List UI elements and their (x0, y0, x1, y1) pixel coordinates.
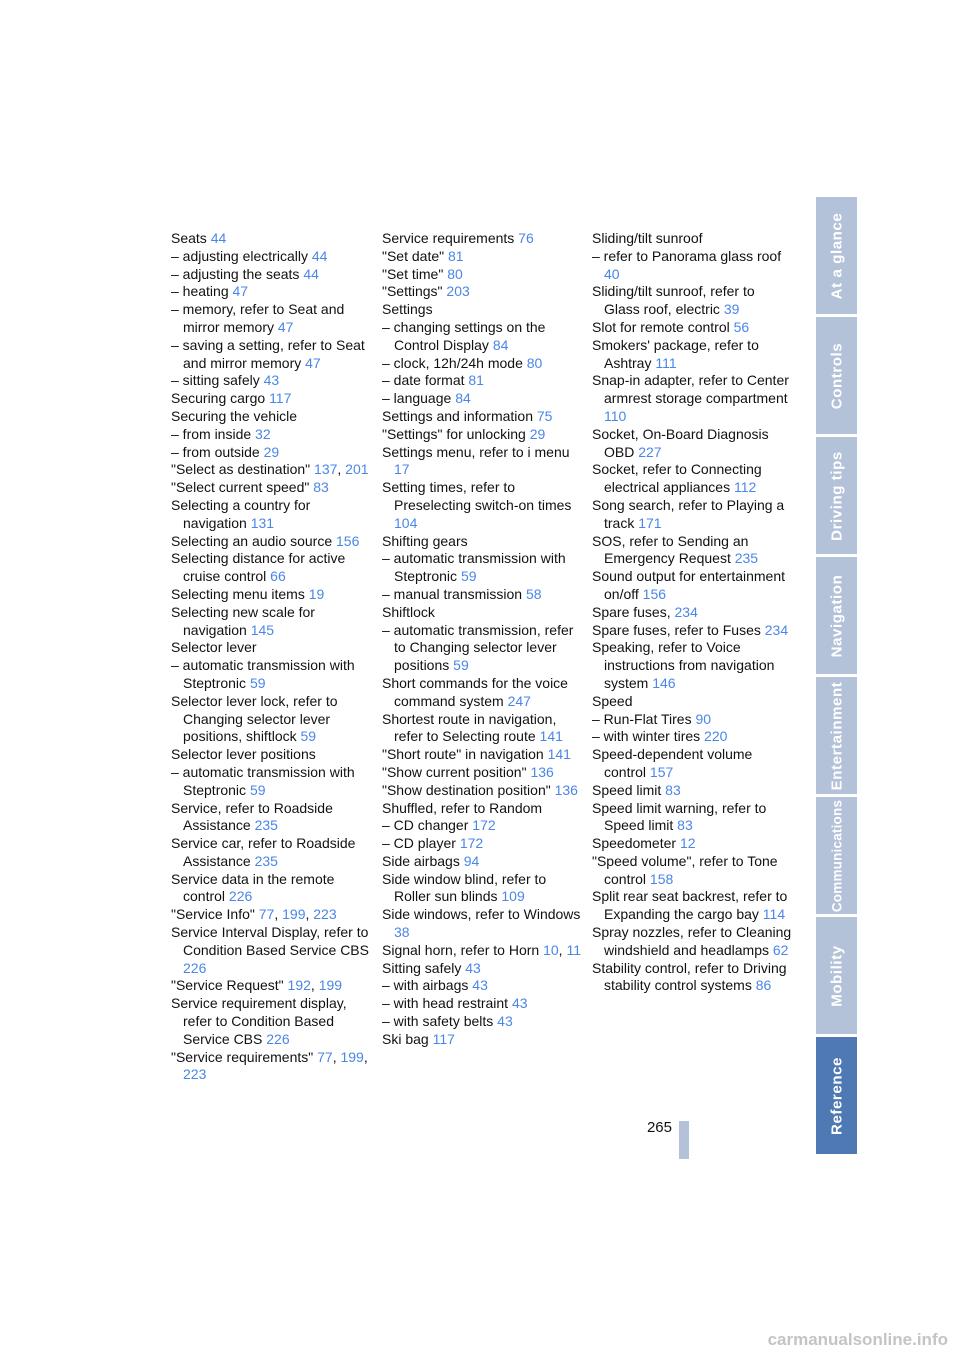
index-term: Selector lever lock, refer to Changing selector lever positions, shiftlock (171, 692, 338, 745)
index-term: – sitting safely (171, 372, 260, 389)
page-reference-link[interactable]: 234 (674, 603, 698, 620)
page-reference-link[interactable]: 203 (446, 283, 470, 300)
tab-entertainment[interactable]: Entertainment (816, 677, 857, 794)
index-term: – automatic transmission with Steptronic (382, 550, 566, 585)
index-term: "Set date" (382, 247, 445, 264)
index-entry (171, 390, 371, 408)
index-term: Securing cargo (171, 390, 266, 407)
index-entry (382, 426, 582, 444)
page-reference-link[interactable]: 83 (313, 479, 329, 496)
index-term: Selecting an audio source (171, 532, 333, 549)
page-reference-link[interactable]: 80 (447, 265, 463, 282)
index-entry (382, 390, 582, 408)
index-entry: Signal horn, refer to Horn 10, 11 (382, 941, 581, 958)
index-term: Signal horn, refer to Horn (382, 941, 540, 958)
page-reference-link[interactable]: 59 (460, 568, 477, 585)
watermark: carmanualsonline.info (767, 1330, 948, 1349)
index-term: – clock, 12h/24h mode (382, 354, 523, 371)
index-term: "Speed volume", refer to Tone control (592, 852, 778, 887)
index-term: – automatic transmission with Steptronic (171, 657, 355, 691)
index-entry (171, 764, 371, 800)
index-term: Selecting distance for active cruise control (171, 550, 346, 585)
index-term: – with head restraint (382, 995, 509, 1012)
index-entry (382, 960, 582, 978)
tab-communications[interactable]: Communications (816, 797, 857, 914)
index-term: – CD player (382, 835, 456, 852)
index-term: Shortest route in navigation, refer to Selecting route (382, 710, 557, 745)
page-reference-link[interactable]: 158 (649, 870, 674, 887)
page-reference-link[interactable]: 43 (472, 977, 488, 994)
index-term: Selector lever (171, 639, 257, 656)
index-entry (382, 764, 582, 782)
index-entry (592, 853, 792, 889)
index-term: "Service Request" (171, 977, 284, 994)
index-entry (592, 372, 792, 425)
page-reference-link[interactable]: 19 (308, 585, 325, 602)
page-reference-link[interactable]: 94 (463, 852, 480, 869)
index-entry (382, 782, 582, 800)
index-entry (382, 372, 582, 390)
page-reference-link[interactable]: 83 (677, 817, 693, 834)
index-term: – CD changer (382, 817, 469, 834)
index-entry (382, 408, 582, 426)
index-entry (171, 995, 371, 1048)
index-entry (382, 266, 582, 284)
page-reference-link[interactable]: 199 (282, 906, 306, 923)
index-term: – memory, refer to Seat and mirror memory (171, 301, 345, 335)
index-entry (592, 622, 792, 640)
index-term: – heating (171, 283, 229, 300)
page-reference-link[interactable]: 47 (277, 318, 294, 335)
index-column-1 (171, 230, 371, 1084)
index-entry (592, 533, 792, 569)
index-term: Spray nozzles, refer to Cleaning windshield and headlamps (592, 924, 792, 958)
index-term: Split rear seat backrest, refer to Expanding the cargo bay (592, 888, 788, 923)
index-entry (171, 871, 371, 907)
page-reference-link[interactable]: 112 (733, 479, 757, 496)
index-entry (592, 337, 792, 373)
page-reference-link[interactable]: 223 (183, 1066, 207, 1083)
index-term: Speaking, refer to Voice instructions from navigation system (592, 639, 775, 691)
index-entry: "Service Request" 192, 199 (171, 977, 343, 994)
index-term: Song search, refer to Playing a track (592, 496, 785, 531)
index-entry (171, 800, 371, 836)
index-term: Service car, refer to Roadside Assistance (171, 835, 356, 869)
tab-mobility[interactable]: Mobility (816, 917, 857, 1034)
page-reference-link[interactable]: 44 (210, 230, 227, 246)
index-entry (382, 230, 582, 248)
index-term: Service Interval Display, refer to Condition Based Service CBS (171, 924, 369, 958)
index-term: Short commands for the voice command system (382, 674, 568, 709)
page-reference-link[interactable]: 227 (638, 443, 662, 460)
page-reference-link[interactable]: 43 (263, 372, 280, 389)
index-entry (171, 248, 371, 266)
index-entry (382, 746, 582, 764)
page-reference-link[interactable]: 43 (497, 1013, 513, 1030)
index-entry (382, 355, 582, 373)
index-term: Setting times, refer to Preselecting switch-on times (382, 479, 572, 513)
index-term: "Show current position" (382, 763, 527, 780)
page-reference-link[interactable]: 131 (250, 514, 275, 531)
index-term: "Select as destination" (171, 461, 311, 478)
index-entry (382, 711, 582, 747)
index-entry: "Select as destination" 137, 201 (171, 461, 369, 478)
index-entry (171, 283, 371, 301)
index-term: – changing settings on the Control Display (382, 318, 546, 353)
page-reference-link[interactable]: 77 (258, 906, 275, 923)
page-reference-link[interactable]: 172 (459, 835, 484, 852)
index-entry (171, 746, 371, 764)
tab-reference[interactable]: Reference (816, 1037, 857, 1154)
page-reference-link[interactable]: 136 (530, 763, 554, 780)
index-entry (592, 924, 792, 960)
page-reference-link[interactable]: 137 (314, 461, 338, 478)
page-reference-link[interactable]: 201 (345, 461, 369, 478)
page-reference-link[interactable]: 58 (525, 585, 542, 602)
index-term: – saving a setting, refer to Seat and mirror memory (171, 336, 365, 371)
page-reference-link[interactable]: 62 (772, 941, 789, 958)
index-entry (171, 693, 371, 746)
page-reference-link[interactable]: 56 (733, 318, 750, 335)
index-term: "Service requirements" (171, 1048, 314, 1065)
index-entry (592, 461, 792, 497)
page-reference-link[interactable]: 44 (303, 265, 319, 282)
index-term: – automatic transmission with Steptronic (171, 763, 355, 798)
index-entry (592, 960, 792, 996)
page-reference-link[interactable]: 44 (311, 247, 328, 264)
index-entry (382, 1013, 582, 1031)
page-reference-link[interactable]: 226 (266, 1030, 290, 1047)
page-reference-link[interactable]: 235 (734, 550, 759, 567)
index-entry (382, 248, 582, 266)
index-entry (592, 693, 792, 711)
page-reference-link[interactable]: 234 (764, 621, 789, 638)
page-reference-link[interactable]: 17 (394, 461, 410, 478)
index-entry (382, 906, 582, 942)
page-reference-link[interactable]: 39 (723, 301, 740, 318)
page-reference-link[interactable]: 59 (300, 728, 317, 745)
index-entry (382, 853, 582, 871)
index-term: – Run-Flat Tires (592, 710, 692, 727)
page-reference-link[interactable]: 11 (566, 941, 581, 958)
page-reference-link[interactable]: 117 (432, 1030, 455, 1047)
index-term: Selecting new scale for navigation (171, 603, 315, 638)
index-entry (592, 248, 792, 284)
index-entry (171, 639, 371, 657)
index-entry (171, 372, 371, 390)
page-reference-link[interactable]: 156 (642, 585, 667, 602)
index-entry (382, 301, 582, 319)
page-reference-link[interactable]: 199 (318, 977, 343, 994)
index-term: – adjusting the seats (171, 265, 300, 282)
index-entry (171, 497, 371, 533)
tab-at-a-glance[interactable]: At a glance (816, 197, 857, 314)
page-reference-link[interactable]: 84 (455, 390, 471, 407)
index-term: Securing the vehicle (171, 407, 298, 424)
index-entry (171, 924, 371, 977)
index-entry (592, 426, 792, 462)
index-term: Sliding/tilt sunroof, refer to Glass roof, electric (592, 283, 755, 318)
index-entry (171, 408, 371, 426)
page-reference-link[interactable]: 226 (228, 888, 253, 905)
index-entry (382, 800, 582, 818)
page-reference-link[interactable]: 47 (232, 283, 249, 300)
index-entry: "Service requirements" 77, 199, 223 (171, 1048, 368, 1083)
index-term: Settings and information (382, 407, 533, 424)
page-reference-link[interactable]: 104 (394, 514, 418, 531)
index-entry (171, 479, 371, 497)
page-reference-link[interactable]: 29 (263, 443, 280, 460)
page-reference-link[interactable]: 84 (492, 336, 509, 353)
index-term: Speed limit warning, refer to Speed limit (592, 799, 767, 834)
index-term: Socket, refer to Connecting electrical appliances (592, 461, 762, 496)
index-term: – with winter tires (592, 728, 701, 745)
index-term: – from outside (171, 443, 260, 460)
page-number-bar (679, 1121, 689, 1159)
page-reference-link[interactable]: 141 (539, 728, 563, 745)
index-entry (382, 871, 582, 907)
index-entry (592, 800, 792, 836)
index-term: – with airbags (382, 977, 469, 994)
index-term: SOS, refer to Sending an Emergency Request (592, 532, 749, 567)
page-reference-link[interactable]: 47 (305, 354, 321, 371)
index-term: – from inside (171, 425, 252, 442)
page-reference-link[interactable]: 223 (313, 906, 337, 923)
page-number: 265 (646, 1119, 672, 1136)
page-reference-link[interactable]: 141 (547, 746, 571, 763)
index-term: Snap-in adapter, refer to Center armrest storage compartment (592, 372, 789, 407)
index-term: – date format (382, 372, 465, 389)
page-reference-link[interactable]: 172 (472, 817, 496, 834)
index-term: "Set time" (382, 265, 444, 282)
index-entry (171, 550, 371, 586)
page-reference-link[interactable]: 81 (468, 372, 484, 389)
index-term: Speed-dependent volume control (592, 746, 753, 780)
index-entry (382, 995, 582, 1013)
page-reference-link[interactable]: 114 (762, 906, 786, 923)
index-term: Service requirement display, refer to Condition Based Service CBS (171, 995, 347, 1047)
index-term: Sliding/tilt sunroof (592, 230, 703, 246)
index-entry (382, 817, 582, 835)
index-entry (592, 283, 792, 319)
tab-driving-tips[interactable]: Driving tips (816, 437, 857, 554)
index-entry (382, 675, 582, 711)
index-term: "Settings" for unlocking (382, 425, 526, 442)
page-reference-link[interactable]: 90 (695, 710, 712, 727)
index-term: Speed (592, 692, 633, 709)
page-reference-link[interactable]: 226 (183, 959, 207, 976)
index-column-2 (382, 230, 582, 1049)
index-entry (171, 835, 371, 871)
index-entry (382, 283, 582, 301)
index-entry (592, 782, 792, 800)
index-entry (171, 533, 371, 551)
page-reference-link[interactable]: 109 (501, 888, 525, 905)
index-entry (171, 266, 371, 284)
index-entry (171, 301, 371, 337)
index-term: Shifting gears (382, 532, 468, 549)
page-reference-link[interactable]: 247 (507, 692, 531, 709)
index-term: Slot for remote control (592, 318, 730, 335)
index-term: Service requirements (382, 230, 515, 246)
index-term: Selecting menu items (171, 585, 305, 602)
index-term: Smokers' package, refer to Ashtray (592, 336, 759, 371)
page-reference-link[interactable]: 156 (336, 532, 360, 549)
page-reference-link[interactable]: 220 (704, 728, 728, 745)
index-term: Spare fuses, (592, 603, 671, 620)
page-reference-link[interactable]: 171 (638, 514, 662, 531)
index-entry (382, 444, 582, 480)
index-term: Selector lever positions (171, 746, 316, 763)
index-entry (382, 550, 582, 586)
index-entry (171, 337, 371, 373)
page-reference-link[interactable]: 146 (652, 674, 676, 691)
index-term: "Short route" in navigation (382, 746, 544, 763)
index-term: Speed limit (592, 781, 662, 798)
index-term: Side windows, refer to Windows (382, 906, 581, 923)
index-term: Shuffled, refer to Random (382, 799, 543, 816)
page-reference-link[interactable]: 117 (269, 390, 292, 407)
page-reference-link[interactable]: 157 (649, 763, 674, 780)
index-entry (382, 319, 582, 355)
index-entry (592, 639, 792, 692)
page-reference-link[interactable]: 66 (270, 568, 286, 585)
index-entry (171, 586, 371, 604)
index-term: Speedometer (592, 835, 677, 852)
index-entry (592, 319, 792, 337)
index-term: "Settings" (382, 283, 443, 300)
index-entry (171, 657, 371, 693)
index-column-3 (592, 230, 792, 995)
index-entry (382, 835, 582, 853)
page-reference-link[interactable]: 199 (340, 1048, 364, 1065)
index-term: Settings menu, refer to i menu (382, 443, 570, 460)
index-term: Shiftlock (382, 603, 435, 620)
page-reference-link[interactable]: 86 (755, 977, 772, 994)
index-entry (592, 568, 792, 604)
page-reference-link[interactable]: 192 (287, 977, 311, 994)
page-reference-link[interactable]: 59 (249, 674, 266, 691)
page-reference-link[interactable]: 59 (453, 657, 469, 674)
index-term: "Select current speed" (171, 479, 310, 496)
index-entry (171, 230, 371, 248)
index-entry (592, 746, 792, 782)
page-reference-link[interactable]: 80 (526, 354, 543, 371)
index-entry (382, 533, 582, 551)
index-entry (382, 479, 582, 532)
index-term: Service data in the remote control (171, 870, 335, 905)
index-entry (382, 586, 582, 604)
index-entry (382, 1031, 582, 1049)
index-entry (382, 977, 582, 995)
index-term: – adjusting electrically (171, 247, 308, 264)
index-term: Stability control, refer to Driving stability control systems (592, 959, 787, 994)
index-entry (592, 728, 792, 746)
index-term: Seats (171, 230, 207, 246)
index-term: Sitting safely (382, 959, 462, 976)
page-reference-link[interactable]: 32 (255, 425, 271, 442)
page-reference-link[interactable]: 235 (254, 817, 278, 834)
page-reference-link[interactable]: 83 (665, 781, 681, 798)
page-reference-link[interactable]: 59 (249, 781, 266, 798)
index-entry (171, 604, 371, 640)
index-entry (592, 711, 792, 729)
index-entry (592, 604, 792, 622)
index-term: "Show destination position" (382, 781, 551, 798)
index-term: Settings (382, 301, 433, 318)
index-term: – with safety belts (382, 1013, 494, 1030)
page-reference-link[interactable]: 43 (465, 959, 481, 976)
index-term: "Service Info" (171, 906, 255, 923)
page-reference-link[interactable]: 43 (511, 995, 528, 1012)
index-term: Ski bag (382, 1030, 429, 1047)
index-term: Spare fuses, refer to Fuses (592, 621, 761, 638)
page-reference-link[interactable]: 10 (543, 941, 559, 958)
index-entry (592, 835, 792, 853)
index-term: – manual transmission (382, 585, 523, 602)
page-reference-link[interactable]: 235 (254, 852, 278, 869)
index-entry (382, 622, 582, 675)
section-tabs (816, 197, 857, 1157)
page-reference-link[interactable]: 77 (317, 1048, 333, 1065)
index-term: – language (382, 390, 452, 407)
page-reference-link[interactable]: 110 (604, 407, 627, 424)
tab-controls[interactable]: Controls (816, 317, 857, 434)
index-term: Socket, On-Board Diagnosis OBD (592, 425, 769, 460)
index-entry (171, 426, 371, 444)
tab-navigation[interactable]: Navigation (816, 557, 857, 674)
index-term: Side window blind, refer to Roller sun blinds (382, 870, 547, 905)
page-reference-link[interactable]: 76 (518, 230, 534, 246)
index-entry (592, 888, 792, 924)
page-reference-link[interactable]: 12 (679, 835, 696, 852)
index-term: – refer to Panorama glass roof (592, 247, 782, 264)
index-term: – automatic transmission, refer to Changing selector lever positions (382, 621, 574, 674)
index-term: Side airbags (382, 852, 460, 869)
page-reference-link[interactable]: 111 (655, 354, 677, 371)
page-reference-link[interactable]: 136 (554, 781, 578, 798)
page-reference-link[interactable]: 145 (250, 621, 275, 638)
page-reference-link[interactable]: 38 (394, 924, 410, 941)
index-term: Sound output for entertainment on/off (592, 568, 786, 602)
index-entry (592, 230, 792, 248)
page-reference-link[interactable]: 29 (529, 425, 546, 442)
index-entry (592, 497, 792, 533)
page-reference-link[interactable]: 75 (536, 407, 553, 424)
page-reference-link[interactable]: 40 (604, 265, 620, 282)
index-entry: "Service Info" 77, 199, 223 (171, 906, 337, 923)
index-entry (382, 604, 582, 622)
page-reference-link[interactable]: 81 (447, 247, 464, 264)
index-term: Selecting a country for navigation (171, 496, 311, 531)
index-term: Service, refer to Roadside Assistance (171, 799, 333, 834)
index-entry (171, 444, 371, 462)
